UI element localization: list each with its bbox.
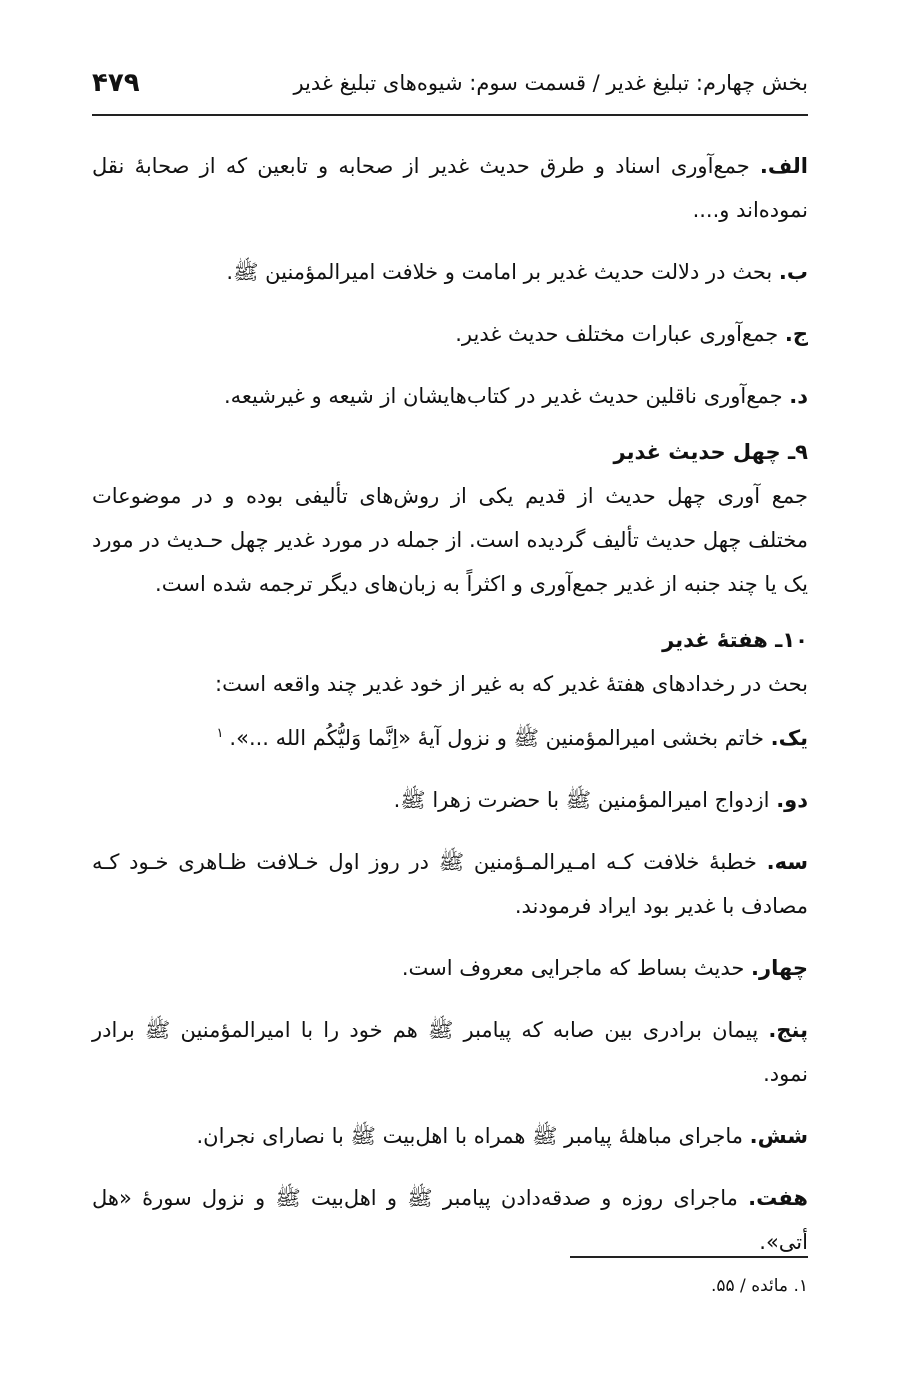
week-item-6 — [92, 1114, 808, 1158]
week-item-5 — [92, 1008, 808, 1096]
week-item-4 — [92, 946, 808, 990]
week-item-2 — [92, 778, 808, 822]
section-9-heading: ۹ـ چهل حدیث غدیر — [613, 440, 808, 464]
item-text: پیمان برادری بین صابه که پیامبر ﷺ هم خود را با امیرالمؤمنین ﷺ برادر نمود. — [92, 1018, 808, 1086]
item-label: دو. — [776, 788, 808, 812]
item-alef — [92, 144, 808, 232]
item-text: خطبهٔ خلافت کـه امـیرالمـؤمنین ﷺ در روز اول خـلافت ظـاهری خـود کـه مصادف با غدیر بود ایراد فرمودند. — [92, 850, 808, 918]
item-text: جمع‌آوری عبارات مختلف حدیث غدیر. — [455, 322, 785, 346]
item-text: حدیث بساط که ماجرایی معروف است. — [401, 956, 752, 980]
item-text: جمع‌آوری ناقلین حدیث غدیر در کتاب‌هایشان از شیعه و غیرشیعه. — [223, 384, 790, 408]
footnote: ۱. مائده / ۵۵. — [710, 1276, 808, 1296]
week-item-7 — [92, 1176, 808, 1264]
item-label: د. — [789, 384, 808, 408]
item-text: ازدواج امیرالمؤمنین ﷺ با حضرت زهرا ﷺ. — [393, 788, 777, 812]
item-jim — [92, 312, 808, 356]
section-9-body: جمع آوری چهل حدیث از قدیم یکی از روش‌های تألیفی بوده و در موضوعات مختلف چهل حدیث تألیف گردیده است. از جمله در مورد غدیر چهل حـدیث در مورد یک یا چند جنبه از غدیر جمع‌آوری و اکثراً به زبان‌های دیگر ترجمه شده است. — [92, 484, 808, 596]
footnote-ref: ۱ — [216, 726, 224, 741]
item-text: بحث در دلالت حدیث غدیر بر امامت و خلافت امیرالمؤمنین ﷺ. — [226, 260, 779, 284]
item-label: هفت. — [748, 1186, 808, 1210]
running-header — [92, 68, 808, 116]
item-label: الف. — [759, 154, 808, 178]
item-label: شش. — [749, 1124, 808, 1148]
item-label: یک. — [770, 726, 808, 750]
week-item-1 — [92, 716, 808, 760]
page-number: ۴۷۹ — [92, 68, 140, 98]
item-label: ب. — [778, 260, 808, 284]
section-10-intro: بحث در رخدادهای هفتهٔ غدیر که به غیر از خود غدیر چند واقعه است: — [215, 672, 808, 696]
item-label: ج. — [784, 322, 808, 346]
item-text: خاتم بخشی امیرالمؤمنین ﷺ و نزول آیهٔ «اِنَّما وَلیُّکُم الله ...». — [229, 726, 771, 750]
item-label: سه. — [766, 850, 808, 874]
page-body — [92, 144, 808, 1264]
item-label: پنج. — [768, 1018, 808, 1042]
item-text: ماجرای روزه و صدقه‌دادن پیامبر ﷺ و اهل‌بیت ﷺ و نزول سورهٔ «هل أتی». — [92, 1186, 808, 1254]
item-text: ماجرای مباهلهٔ پیامبر ﷺ همراه با اهل‌بیت ﷺ با نصارای نجران. — [196, 1124, 750, 1148]
week-item-3 — [92, 840, 808, 928]
item-text: جمع‌آوری اسناد و طرق حدیث غدیر از صحابه و تابعین که از صحابهٔ نقل نموده‌اند و.... — [92, 154, 808, 222]
header-title: بخش چهارم: تبلیغ غدیر / قسمت سوم: شیوه‌های تبلیغ غدیر — [293, 71, 808, 95]
item-label: چهار. — [751, 956, 808, 980]
item-be — [92, 250, 808, 294]
item-dal — [92, 374, 808, 418]
footnote-divider — [570, 1256, 808, 1258]
section-10-heading: ۱۰ـ هفتهٔ غدیر — [662, 628, 808, 652]
